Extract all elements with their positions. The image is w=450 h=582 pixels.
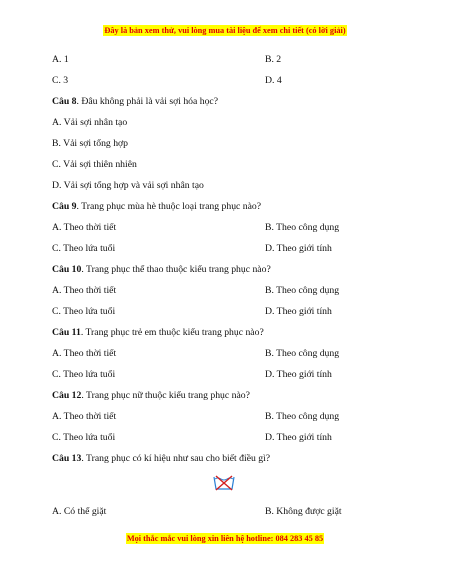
- q9-option-a: A. Theo thời tiết: [52, 222, 117, 233]
- hotline-banner: [0, 534, 450, 543]
- q9-text: . Trang phục mùa hè thuộc loại trang phục nào?: [76, 201, 262, 212]
- q9-option-d: D. Theo giới tính: [265, 243, 332, 254]
- q12-option-a: A. Theo thời tiết: [52, 411, 117, 422]
- q13-text: . Trang phục có kí hiệu như sau cho biết điều gì?: [81, 453, 271, 464]
- preview-notice-text: Đây là bản xem thử, vui lòng mua tài liệu để xem chi tiết (có lời giải): [104, 26, 346, 35]
- q8-option-a: A. Vải sợi nhân tạo: [52, 117, 128, 128]
- hotline-text: Mọi thắc mắc vui lòng xin liên hệ hotline: 084 283 45 85: [126, 534, 324, 543]
- q10-option-a: A. Theo thời tiết: [52, 285, 117, 296]
- q11-stem: [52, 327, 264, 339]
- q8-text: . Đâu không phải là vải sợi hóa học?: [76, 96, 219, 107]
- q13-option-b: B. Không được giặt: [265, 506, 342, 517]
- q10-option-c: C. Theo lứa tuổi: [52, 306, 116, 317]
- q11-option-a: A. Theo thời tiết: [52, 348, 117, 359]
- q9-option-b: B. Theo công dụng: [265, 222, 340, 233]
- q12-option-b: B. Theo công dụng: [265, 411, 340, 422]
- q13-stem: [52, 453, 270, 465]
- q8-option-d: D. Vải sợi tổng hợp và vải sợi nhân tạo: [52, 180, 204, 191]
- q12-option-c: C. Theo lứa tuổi: [52, 432, 116, 443]
- preview-notice-banner: [0, 26, 450, 35]
- q12-text: . Trang phục nữ thuộc kiểu trang phục nào?: [81, 390, 250, 401]
- q11-option-d: D. Theo giới tính: [265, 369, 332, 380]
- q10-option-d: D. Theo giới tính: [265, 306, 332, 317]
- q7-option-c: C. 3: [52, 75, 69, 86]
- q7-option-d: D. 4: [265, 75, 282, 86]
- q11-label: Câu 11: [52, 327, 81, 338]
- q10-option-b: B. Theo công dụng: [265, 285, 340, 296]
- q10-label: Câu 10: [52, 264, 82, 275]
- q9-option-c: C. Theo lứa tuổi: [52, 243, 116, 254]
- q8-label: Câu 8: [52, 96, 77, 107]
- q12-option-d: D. Theo giới tính: [265, 432, 332, 443]
- q13-label: Câu 13: [52, 453, 82, 464]
- q9-label: Câu 9: [52, 201, 77, 212]
- q12-label: Câu 12: [52, 390, 82, 401]
- q7-option-a: A. 1: [52, 54, 69, 65]
- q12-stem: [52, 390, 250, 402]
- q11-option-c: C. Theo lứa tuổi: [52, 369, 116, 380]
- q8-stem: [52, 96, 218, 108]
- q7-option-b: B. 2: [265, 54, 282, 65]
- do-not-wash-symbol: [212, 474, 236, 492]
- q8-option-c: C. Vải sợi thiên nhiên: [52, 159, 137, 170]
- q10-stem: [52, 264, 271, 276]
- q8-option-b: B. Vải sợi tổng hợp: [52, 138, 129, 149]
- q10-text: . Trang phục thể thao thuộc kiểu trang phục nào?: [81, 264, 271, 275]
- q11-text: . Trang phục trẻ em thuộc kiểu trang phục nào?: [80, 327, 264, 338]
- do-not-wash-icon: [212, 474, 236, 492]
- q9-stem: [52, 201, 261, 213]
- q11-option-b: B. Theo công dụng: [265, 348, 340, 359]
- q13-option-a: A. Có thể giặt: [52, 506, 107, 517]
